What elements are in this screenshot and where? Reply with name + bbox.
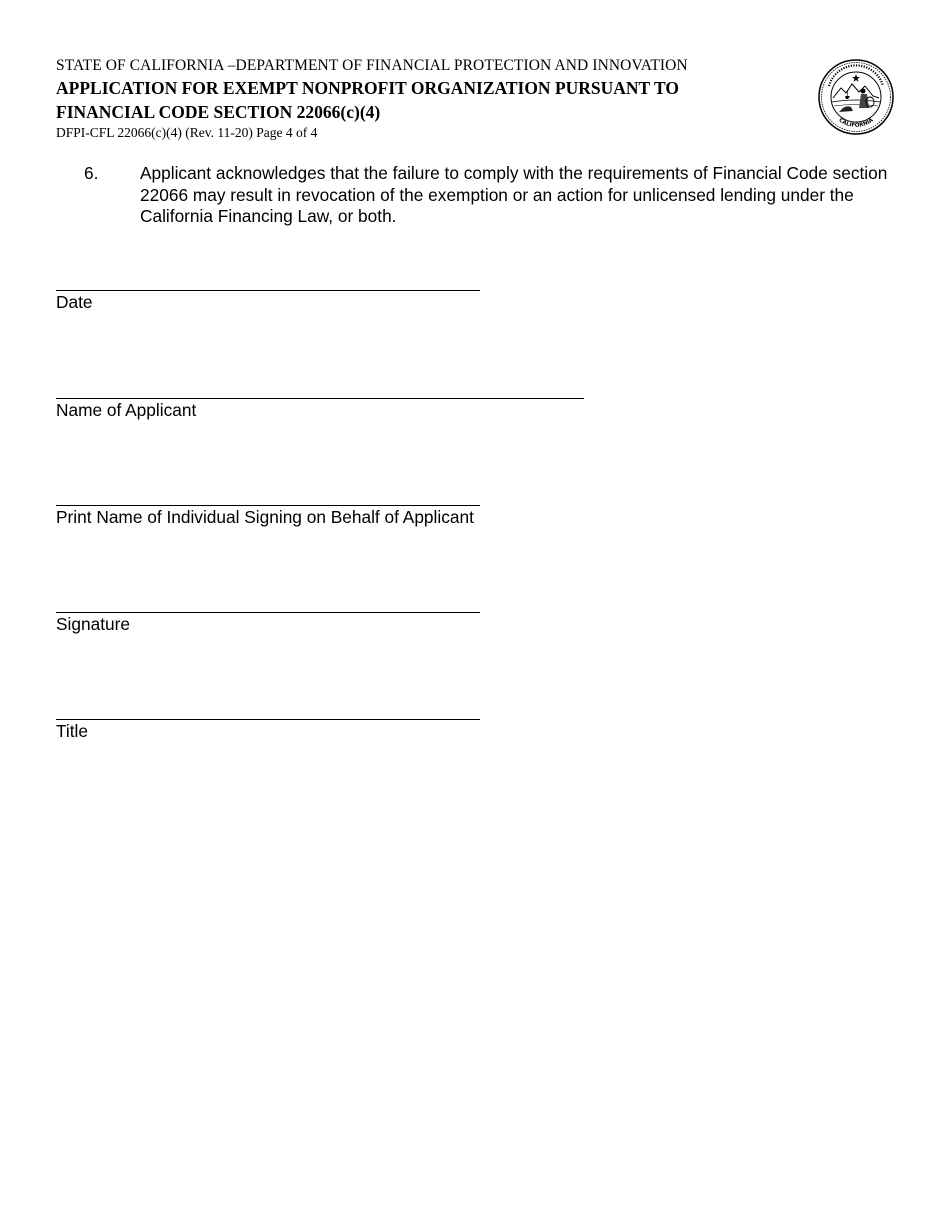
signature-line[interactable] xyxy=(56,592,480,613)
title-line[interactable] xyxy=(56,699,480,720)
name-of-applicant-label: Name of Applicant xyxy=(56,400,197,420)
print-name-field[interactable] xyxy=(56,485,480,528)
print-name-label: Print Name of Individual Signing on Behalf of Applicant xyxy=(56,507,474,527)
state-seal-icon xyxy=(817,58,895,136)
form-title-line-2: FINANCIAL CODE SECTION 22066(c)(4) xyxy=(56,102,381,122)
item-6-number: 6. xyxy=(84,163,99,183)
state-seal-graphic xyxy=(817,58,895,136)
name-of-applicant-field[interactable] xyxy=(56,378,584,421)
signature-label: Signature xyxy=(56,614,130,634)
name-of-applicant-line[interactable] xyxy=(56,378,584,399)
item-6 xyxy=(84,163,904,228)
item-6-text: Applicant acknowledges that the failure to comply with the requirements of Financial Code section 22066 may result in revocation of the exemption or an action for unlicensed lending under the California Financing Law, or both. xyxy=(140,163,888,226)
date-field[interactable] xyxy=(56,270,480,313)
print-name-line[interactable] xyxy=(56,485,480,506)
title-label: Title xyxy=(56,721,89,741)
form-number: DFPI-CFL 22066(c)(4) (Rev. 11-20) Page 4 of 4 xyxy=(56,125,318,140)
document-header xyxy=(56,55,796,142)
date-label: Date xyxy=(56,292,93,312)
signature-field[interactable] xyxy=(56,592,480,635)
agency-name: STATE OF CALIFORNIA –DEPARTMENT OF FINANCIAL PROTECTION AND INNOVATION xyxy=(56,57,688,74)
title-field[interactable] xyxy=(56,699,480,742)
date-signature-line[interactable] xyxy=(56,270,480,291)
form-title-line-1: APPLICATION FOR EXEMPT NONPROFIT ORGANIZATION PURSUANT TO xyxy=(56,78,679,98)
seal-caption: CALIFORNIA xyxy=(837,117,875,129)
